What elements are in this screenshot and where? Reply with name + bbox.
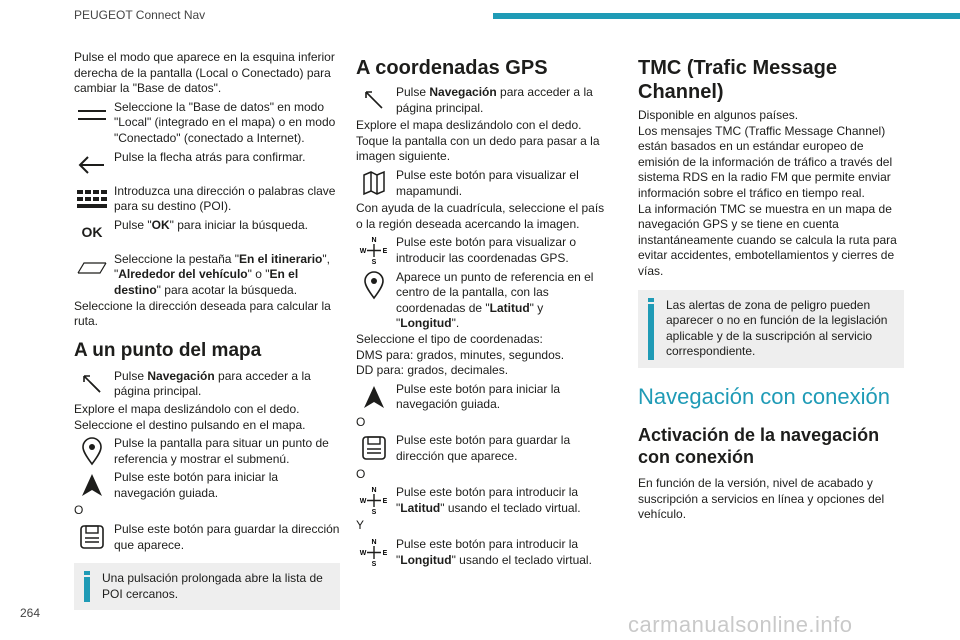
subsection-heading-activation: Activación de la navegación con conexión	[638, 424, 880, 467]
note-text: Las alertas de zona de peligro pueden aparecer o no en función de la legislación aplicable y de la suscripción al servicio correspondiente.	[666, 297, 888, 359]
map-pin-icon	[356, 269, 392, 301]
navigation-icon	[74, 368, 110, 400]
info-note	[638, 290, 904, 368]
column-middle	[356, 50, 606, 570]
svg-text:S: S	[371, 509, 377, 516]
intro-paragraph: Pulse el modo que aparece en la esquina inferior derecha de la pantalla (Local o Conectado) para cambiar la "Base de datos".	[74, 50, 335, 96]
instruction-text: Seleccione la pestaña "En el itinerario", "Alrededor del vehículo" o "En el destino" para acotar la búsqueda.	[114, 251, 330, 297]
body-paragraph: Explore el mapa deslizándolo con el dedo.	[356, 118, 582, 133]
column-right	[638, 50, 904, 523]
body-paragraph: Seleccione el destino pulsando en el mapa.	[74, 417, 306, 432]
instruction-text: Pulse "OK" para iniciar la búsqueda.	[114, 217, 308, 232]
svg-text:N: N	[371, 539, 377, 547]
body-paragraph: Toque la pantalla con un dedo para pasar a la imagen siguiente.	[356, 133, 600, 164]
instruction-text: Introduzca una dirección o palabras clave para su destino (POI).	[114, 183, 336, 214]
instruction-row	[74, 99, 340, 147]
body-paragraph: Los mensajes TMC (Traffic Message Channel) están basados en un estándar europeo de emisión de la información de tráfico a través del sistema RDS en la radio FM que permite enviar información sobre el tráfico en tiempo real.	[638, 123, 893, 200]
start-guidance-icon	[356, 381, 392, 413]
save-icon	[74, 521, 110, 553]
and-separator: Y	[356, 518, 365, 533]
svg-text:E: E	[382, 550, 388, 558]
section-heading-map: A un punto del mapa	[74, 339, 262, 361]
section-heading-connected: Navegación con conexión	[638, 383, 890, 409]
instruction-row	[74, 521, 340, 553]
instruction-text: Aparece un punto de referencia en el centro de la pantalla, con las coordenadas de "Latitud" y "Longitud".	[396, 269, 594, 331]
body-paragraph: Seleccione el tipo de coordenadas:	[356, 331, 543, 346]
header-accent-bar	[493, 13, 960, 19]
section-heading-gps: A coordenadas GPS	[356, 57, 548, 79]
instruction-text: Pulse la flecha atrás para confirmar.	[114, 149, 306, 164]
instruction-row	[356, 167, 606, 199]
ok-icon	[74, 217, 110, 249]
navigation-icon	[356, 84, 392, 116]
svg-text:W: W	[359, 248, 367, 256]
keyboard-icon	[74, 183, 110, 215]
info-note	[74, 563, 340, 610]
body-paragraph: Seleccione la dirección deseada para calcular la ruta.	[74, 298, 331, 329]
section-heading-tmc: TMC (Trafic Message Channel)	[638, 57, 837, 103]
svg-text:S: S	[371, 561, 377, 568]
instruction-text: Pulse Navegación para acceder a la página principal.	[114, 368, 311, 399]
world-map-icon	[356, 167, 392, 199]
instruction-text: Pulse este botón para guardar la dirección que aparece.	[114, 522, 340, 552]
body-paragraph: En función de la versión, nivel de acabado y suscripción a servicios en línea y opciones del vehículo.	[638, 475, 885, 522]
instruction-row	[356, 432, 606, 464]
back-arrow-icon	[74, 149, 110, 181]
instruction-text: Pulse este botón para guardar la dirección que aparece.	[396, 433, 571, 464]
instruction-row	[356, 234, 606, 266]
watermark: carmanualsonline.info	[628, 612, 853, 637]
instruction-row	[74, 251, 340, 299]
compass-icon	[356, 536, 392, 568]
instruction-row	[74, 368, 340, 400]
instruction-text: Pulse este botón para introducir la "Latitud" usando el teclado virtual.	[396, 485, 581, 515]
instruction-row	[356, 381, 606, 413]
or-separator: O	[356, 414, 366, 429]
start-guidance-icon	[74, 469, 110, 501]
instruction-text: Pulse este botón para visualizar o introducir las coordenadas GPS.	[396, 235, 577, 265]
body-paragraph: Disponible en algunos países.	[638, 108, 799, 122]
instruction-text: Pulse la pantalla para situar un punto de referencia y mostrar el submenú.	[114, 436, 329, 466]
svg-text:W: W	[359, 550, 367, 558]
map-pin-icon	[74, 435, 110, 467]
instruction-text: Seleccione la "Base de datos" en modo "Local" (integrado en el mapa) o en modo "Conectado" (conectado a Internet).	[114, 99, 336, 145]
database-icon	[74, 99, 110, 131]
note-text: Una pulsación prolongada abre la lista de POI cercanos.	[102, 571, 323, 601]
instruction-row	[74, 217, 340, 249]
info-icon	[648, 298, 654, 360]
body-paragraph: DD para: grados, decimales.	[356, 363, 509, 378]
instruction-row	[356, 84, 606, 116]
instruction-text: Pulse Navegación para acceder a la página principal.	[396, 85, 593, 115]
instruction-row	[74, 435, 340, 467]
instruction-row	[74, 183, 340, 215]
instruction-row	[356, 269, 606, 332]
instruction-row	[74, 149, 340, 181]
svg-text:S: S	[371, 259, 377, 266]
instruction-row	[356, 536, 606, 568]
body-paragraph: DMS para: grados, minutes, segundos.	[356, 347, 565, 362]
svg-text:E: E	[382, 248, 388, 256]
svg-text:N: N	[371, 487, 377, 495]
page-number: 264	[20, 606, 41, 620]
instruction-row	[74, 469, 340, 501]
running-header: PEUGEOT Connect Nav	[74, 8, 206, 22]
info-icon	[84, 571, 90, 602]
instruction-text: Pulse este botón para introducir la "Longitud" usando el teclado virtual.	[396, 537, 592, 567]
instruction-text: Pulse este botón para iniciar la navegación guiada.	[114, 470, 279, 500]
or-separator: O	[74, 503, 84, 518]
instruction-row	[356, 484, 606, 516]
compass-icon	[356, 234, 392, 266]
body-paragraph: Con ayuda de la cuadrícula, seleccione el país o la región deseada acercando la imagen.	[356, 201, 605, 231]
body-paragraph: Explore el mapa deslizándolo con el dedo.	[74, 401, 300, 416]
body-paragraph: La información TMC se muestra en un mapa de navegación GPS y se tiene en cuenta instantáneamente cuando se calcula la ruta para evitar accidentes, embotellamientos y cierres de vías.	[638, 201, 897, 278]
svg-text:N: N	[371, 237, 377, 245]
instruction-text: Pulse este botón para visualizar el mapamundi.	[396, 167, 579, 198]
svg-text:E: E	[382, 498, 388, 506]
or-separator: O	[356, 466, 366, 481]
column-left	[74, 50, 340, 620]
ok-icon-label: OK	[81, 223, 103, 240]
save-icon	[356, 432, 392, 464]
compass-icon	[356, 484, 392, 516]
tab-icon	[74, 251, 110, 283]
instruction-text: Pulse este botón para iniciar la navegación guiada.	[396, 381, 561, 412]
svg-text:W: W	[359, 498, 367, 506]
